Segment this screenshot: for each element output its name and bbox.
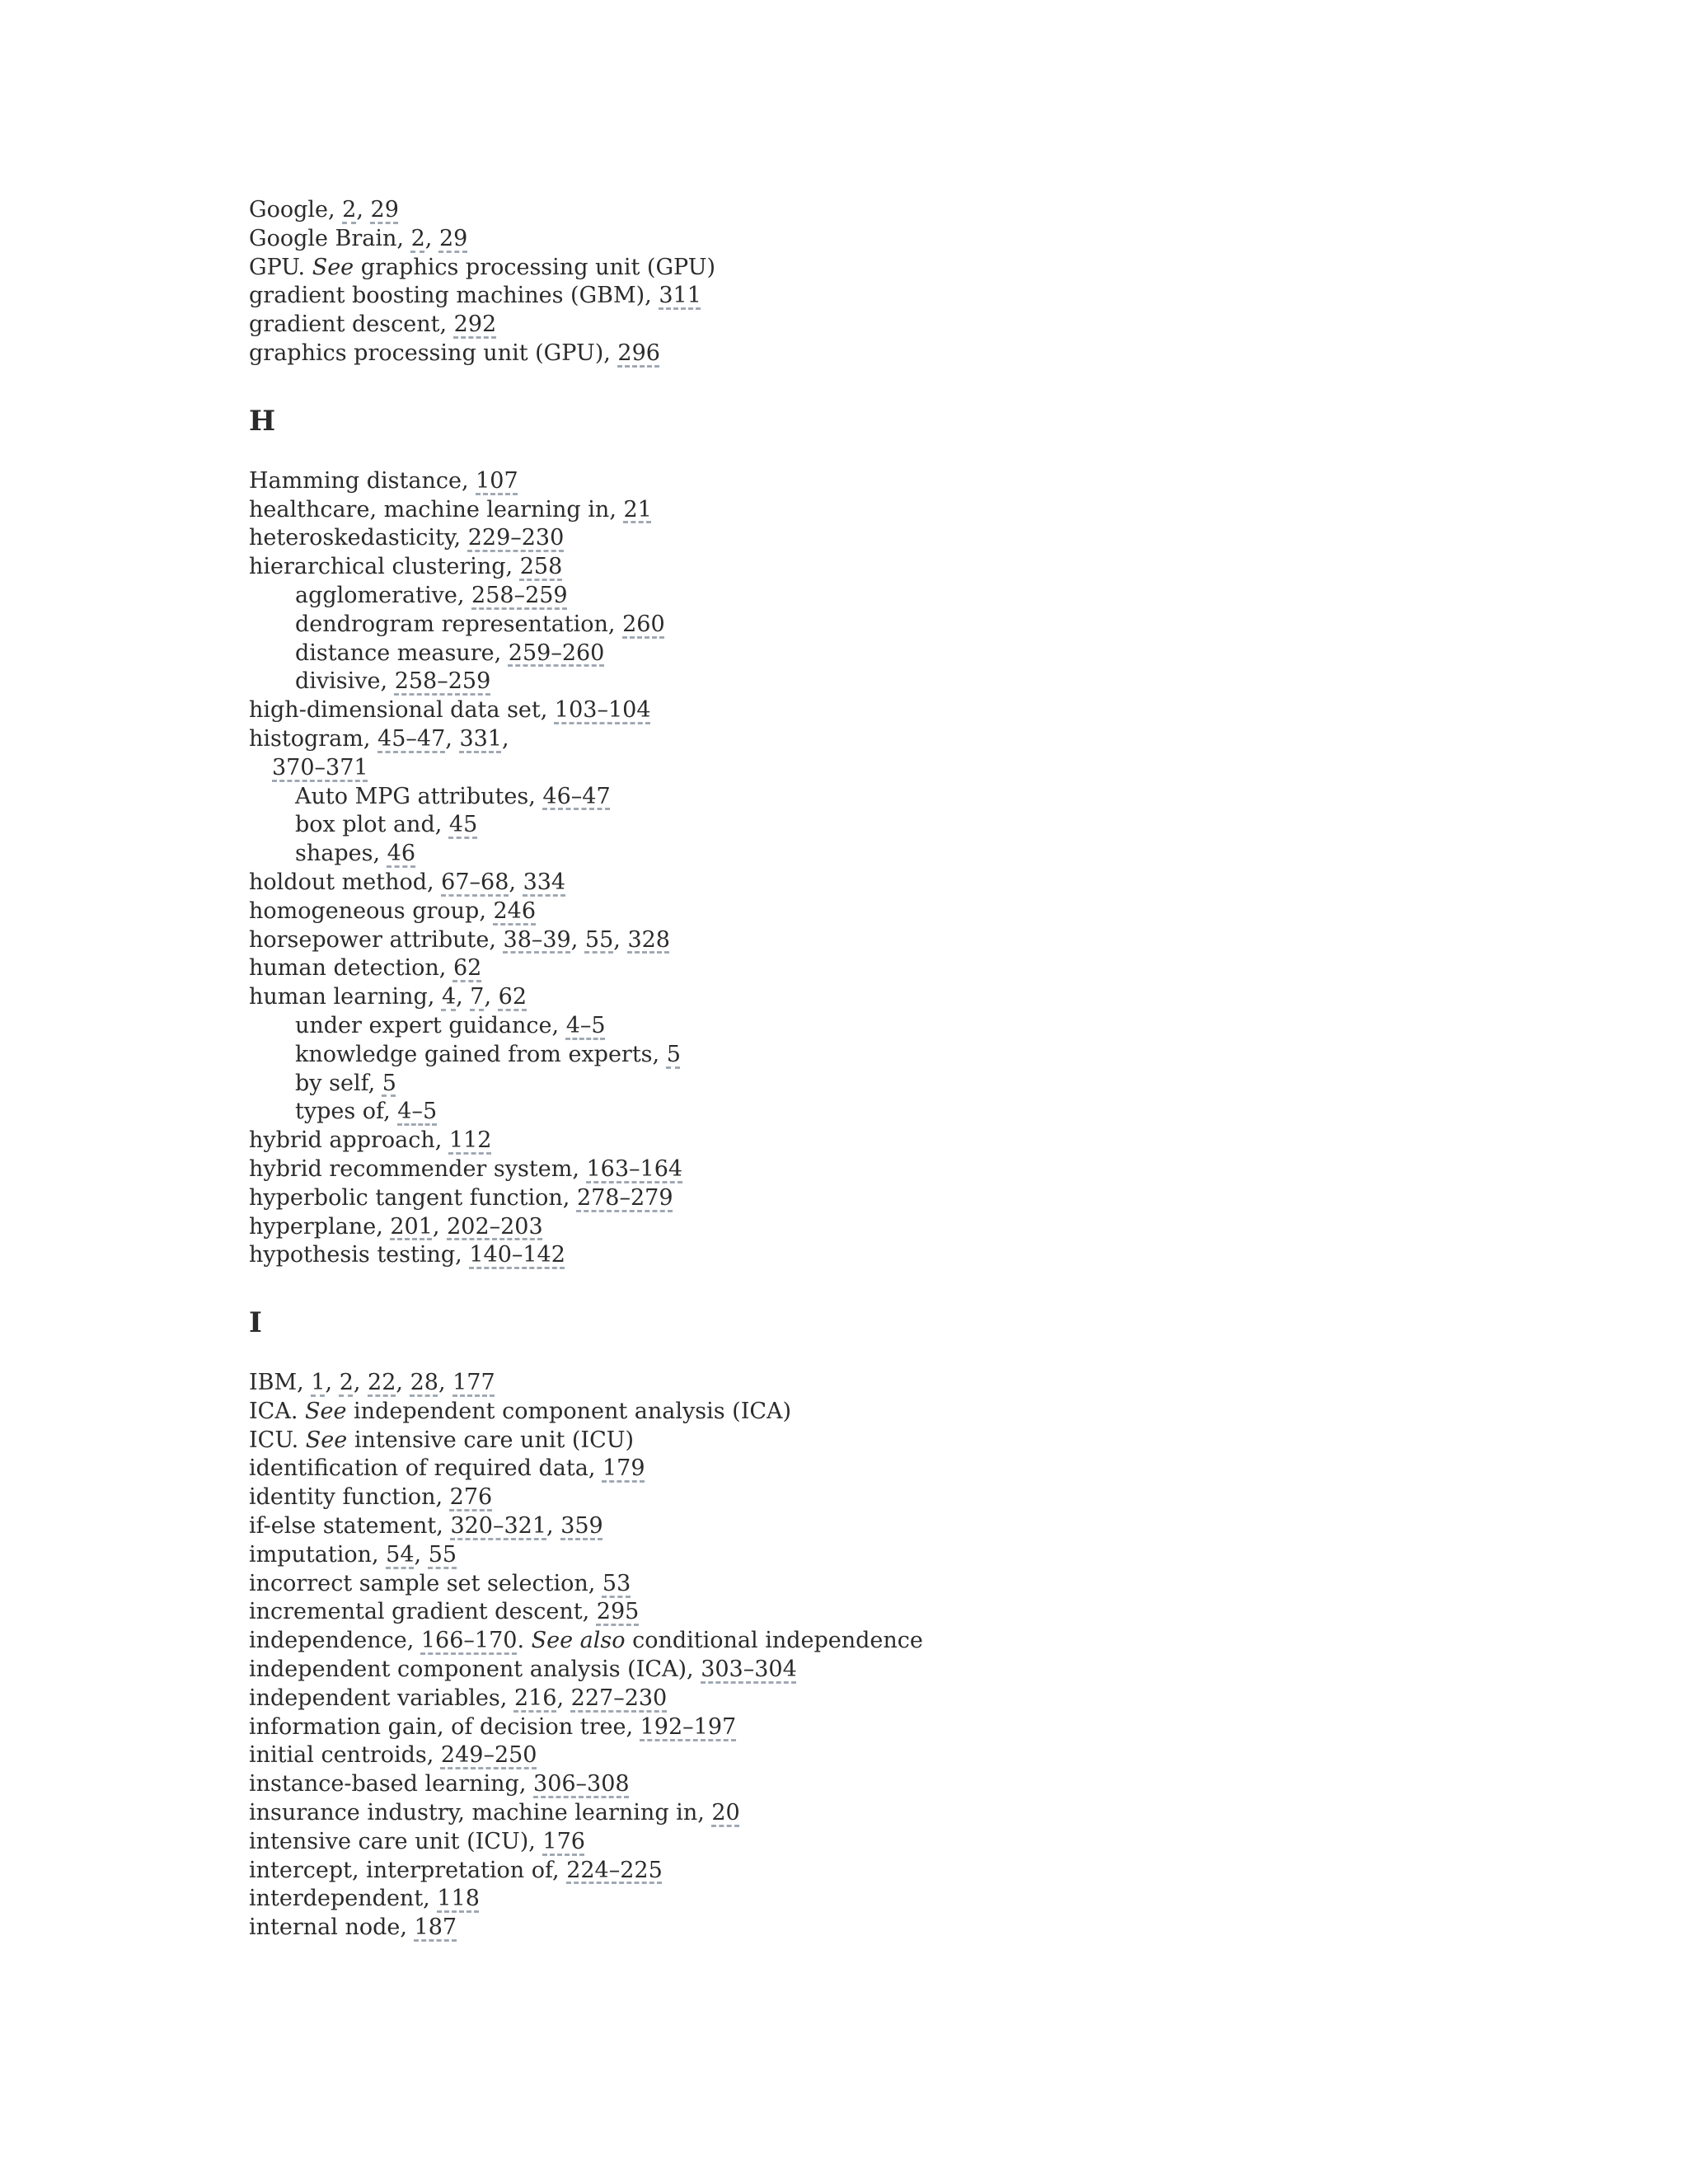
page-link[interactable]: 20	[711, 1800, 740, 1826]
page-link[interactable]: 62	[452, 955, 482, 982]
entry-text: ,	[484, 984, 499, 1010]
entry-text: hybrid recommender system,	[249, 1155, 587, 1182]
page-link[interactable]: 38–39	[503, 926, 571, 953]
index-entry	[249, 340, 1650, 368]
page-link[interactable]: 259–260	[508, 640, 605, 666]
page-link[interactable]: 4	[441, 984, 457, 1010]
entry-text: shapes,	[295, 841, 387, 867]
entry-text: heteroskedasticity,	[249, 525, 468, 551]
entry-text: hyperplane,	[249, 1213, 391, 1240]
index-entry	[249, 1799, 1650, 1828]
page-link[interactable]: 229–230	[467, 525, 565, 551]
index-entry	[249, 1512, 1650, 1541]
entry-text: human detection,	[249, 955, 453, 982]
entry-text: IBM,	[249, 1370, 312, 1396]
entry-text: independent component analysis (ICA)	[346, 1398, 792, 1424]
entry-text: human learning,	[249, 984, 442, 1010]
index-group	[249, 1270, 1650, 1943]
page-link[interactable]: 276	[449, 1484, 493, 1511]
entry-text: ICA.	[249, 1398, 305, 1424]
page-link[interactable]: 176	[542, 1828, 585, 1854]
page-link[interactable]: 107	[476, 467, 518, 494]
page-link[interactable]: 246	[493, 898, 537, 924]
page-link[interactable]: 45–47	[377, 725, 446, 752]
page-link[interactable]: 260	[622, 611, 665, 637]
page-link[interactable]: 296	[617, 340, 660, 366]
page-link[interactable]: 306–308	[533, 1771, 630, 1797]
page-link[interactable]: 112	[448, 1127, 492, 1154]
index-group	[249, 368, 1650, 1270]
entry-text: intercept, interpretation of,	[249, 1857, 567, 1883]
page-link[interactable]: 202–203	[447, 1213, 543, 1240]
entry-text: hybrid approach,	[249, 1127, 449, 1154]
entry-text: ,	[501, 725, 509, 752]
index-entry	[249, 696, 1650, 725]
index-entry	[249, 1483, 1650, 1512]
index-entry	[249, 1398, 1650, 1427]
entry-text: Google Brain,	[249, 225, 411, 251]
entry-text: ,	[456, 984, 471, 1010]
page-link[interactable]: 46	[387, 841, 415, 867]
page-link[interactable]: 5	[666, 1041, 681, 1067]
index-entry	[249, 1369, 1650, 1398]
entry-text: ,	[556, 1685, 571, 1711]
index-entry	[249, 553, 1650, 582]
entry-text: ICU.	[249, 1427, 306, 1453]
index-entry	[249, 1541, 1650, 1570]
page-link[interactable]: 21	[623, 496, 652, 523]
entry-text: distance measure,	[295, 640, 509, 666]
entry-text: Hamming distance,	[249, 467, 476, 494]
entry-text: holdout method,	[249, 869, 442, 895]
index-entry	[249, 1713, 1650, 1742]
entry-text: homogeneous group,	[249, 898, 494, 924]
index-entry	[249, 1770, 1650, 1799]
page-link[interactable]: 295	[596, 1599, 640, 1625]
entry-text: ,	[509, 869, 523, 895]
entry-text: healthcare, machine learning in,	[249, 496, 624, 523]
page-link[interactable]: 258–259	[471, 582, 568, 608]
index-subentry	[249, 1012, 1650, 1041]
entry-text: initial centroids,	[249, 1742, 441, 1769]
page-link[interactable]: 311	[659, 283, 701, 309]
page-link[interactable]: 179	[602, 1455, 645, 1482]
index-subentry	[249, 582, 1650, 611]
entry-text: GPU.	[249, 254, 312, 280]
index-entry	[249, 725, 1650, 754]
entry-text: hierarchical clustering,	[249, 554, 520, 580]
index-entry	[249, 954, 1650, 983]
entry-text: divisive,	[295, 668, 395, 695]
entry-text: ,	[570, 926, 585, 953]
entry-text: identity function,	[249, 1484, 450, 1511]
index-entry	[249, 1656, 1650, 1685]
entry-text: ,	[546, 1513, 561, 1540]
entry-text: ,	[613, 926, 628, 953]
index-subentry	[249, 611, 1650, 640]
entry-text: gradient descent,	[249, 312, 454, 338]
index-entry	[249, 898, 1650, 926]
entry-text: agglomerative,	[295, 582, 472, 608]
page-link[interactable]: 320–321	[450, 1513, 547, 1540]
entry-text: ,	[414, 1541, 429, 1568]
entry-text: imputation,	[249, 1541, 387, 1568]
index-subentry	[249, 840, 1650, 869]
entry-text: graphics processing unit (GPU)	[354, 254, 715, 280]
index-entry	[249, 1598, 1650, 1627]
page-link[interactable]: 29	[370, 197, 399, 223]
index-entry	[249, 754, 1650, 783]
index-entry	[249, 282, 1650, 311]
page-link[interactable]: 28	[410, 1370, 438, 1396]
section-letter-heading: I	[249, 1306, 262, 1340]
entry-text: incremental gradient descent,	[249, 1599, 597, 1625]
index-entry	[249, 196, 1650, 225]
page-link[interactable]: 118	[437, 1886, 480, 1912]
index-entry	[249, 225, 1650, 254]
page-link[interactable]: 227–230	[570, 1685, 668, 1711]
page-link[interactable]: 46–47	[542, 783, 611, 809]
page-link[interactable]: 54	[386, 1541, 415, 1568]
page-link[interactable]: 55	[584, 926, 614, 953]
index-entry	[249, 1570, 1650, 1599]
index-subentry	[249, 811, 1650, 840]
page-link[interactable]: 224–225	[566, 1857, 663, 1883]
page-link[interactable]: 370–371	[272, 754, 368, 780]
index-group	[249, 196, 1650, 368]
entry-text: intensive care unit (ICU),	[249, 1828, 543, 1854]
page-link[interactable]: 67–68	[441, 869, 509, 895]
index-entry	[249, 1627, 1650, 1656]
entry-text: insurance industry, machine learning in,	[249, 1800, 712, 1826]
page-link[interactable]: 2	[342, 197, 357, 223]
entry-text: ,	[438, 1370, 453, 1396]
entry-text: gradient boosting machines (GBM),	[249, 283, 659, 309]
index-entry	[249, 1828, 1650, 1857]
index-subentry	[249, 1041, 1650, 1070]
page-link[interactable]: 258–259	[394, 668, 491, 695]
entry-text: interdependent,	[249, 1886, 438, 1912]
index-entry	[249, 254, 1650, 283]
page-link[interactable]: 216	[513, 1685, 557, 1711]
index-subentry	[249, 668, 1650, 696]
page-link[interactable]: 278–279	[576, 1184, 673, 1211]
page-link[interactable]: 163–164	[586, 1155, 683, 1182]
entry-text: identification of required data,	[249, 1455, 603, 1482]
page-link[interactable]: 192–197	[640, 1713, 737, 1740]
page-link[interactable]: 166–170	[420, 1628, 518, 1654]
entry-text: ,	[432, 1213, 448, 1240]
index-page	[249, 196, 1650, 1943]
page-link[interactable]: 7	[470, 984, 485, 1010]
entry-text: box plot and,	[295, 812, 449, 838]
entry-text: ,	[356, 197, 371, 223]
index-entry	[249, 1127, 1650, 1155]
index-entry	[249, 1155, 1650, 1184]
index-entry	[249, 1914, 1650, 1943]
entry-text: Google,	[249, 197, 343, 223]
page-link[interactable]: 334	[523, 869, 566, 895]
page-link[interactable]: 292	[453, 312, 497, 338]
see-reference: See	[305, 1427, 348, 1453]
entry-text: knowledge gained from experts,	[295, 1041, 667, 1067]
index-entry	[249, 1455, 1650, 1483]
index-entry	[249, 1427, 1650, 1455]
page-link[interactable]: 140–142	[469, 1242, 565, 1268]
entry-text: by self,	[295, 1070, 382, 1096]
index-entry	[249, 467, 1650, 496]
entry-text: graphics processing unit (GPU),	[249, 340, 618, 366]
page-link[interactable]: 103–104	[554, 697, 651, 724]
page-link[interactable]: 4–5	[565, 1012, 606, 1038]
entry-text: instance-based learning,	[249, 1771, 534, 1797]
entry-text: ,	[424, 225, 439, 251]
index-entry	[249, 1685, 1650, 1713]
entry-text: under expert guidance,	[295, 1012, 566, 1038]
page-link[interactable]: 29	[438, 225, 468, 251]
index-entry	[249, 524, 1650, 553]
entry-text: ,	[396, 1370, 410, 1396]
index-subentry	[249, 1070, 1650, 1099]
index-entry	[249, 1213, 1650, 1242]
entry-text: incorrect sample set selection,	[249, 1570, 603, 1596]
see-reference: See also	[531, 1628, 626, 1654]
entry-text: hyperbolic tangent function,	[249, 1184, 577, 1211]
index-entry	[249, 1741, 1650, 1770]
entry-text: ,	[445, 725, 460, 752]
page-link[interactable]: 201	[390, 1213, 433, 1240]
entry-text: independent variables,	[249, 1685, 514, 1711]
page-link[interactable]: 331	[459, 725, 502, 752]
entry-text: high-dimensional data set,	[249, 697, 555, 724]
page-link[interactable]: 187	[414, 1915, 457, 1941]
page-link[interactable]: 45	[448, 812, 478, 838]
page-link[interactable]: 4–5	[397, 1099, 438, 1125]
entry-text: independent component analysis (ICA),	[249, 1657, 701, 1683]
page-link[interactable]: 62	[498, 984, 528, 1010]
index-subentry	[249, 783, 1650, 812]
entry-text: histogram,	[249, 725, 378, 752]
page-link[interactable]: 2	[410, 225, 425, 251]
index-entry	[249, 1241, 1650, 1270]
page-link[interactable]: 1	[311, 1370, 326, 1396]
entry-text: dendrogram representation,	[295, 611, 623, 637]
section-letter-heading: H	[249, 404, 276, 438]
page-link[interactable]: 258	[519, 554, 563, 580]
page-link[interactable]: 2	[339, 1370, 354, 1396]
page-link[interactable]: 177	[452, 1370, 495, 1396]
index-entry	[249, 1885, 1650, 1914]
page-link[interactable]: 22	[368, 1370, 396, 1396]
entry-text: conditional independence	[625, 1628, 923, 1654]
entry-text: intensive care unit (ICU)	[347, 1427, 635, 1453]
entry-text: types of,	[295, 1099, 398, 1125]
page-link[interactable]: 249–250	[440, 1742, 537, 1769]
page-link[interactable]: 53	[602, 1570, 631, 1596]
page-link[interactable]: 303–304	[701, 1657, 797, 1683]
index-entry	[249, 311, 1650, 340]
index-entry	[249, 496, 1650, 525]
index-entry	[249, 869, 1650, 898]
index-entry	[249, 1184, 1650, 1213]
entry-text: ,	[325, 1370, 340, 1396]
entry-text: independence,	[249, 1628, 421, 1654]
entry-text: ,	[353, 1370, 368, 1396]
page-link[interactable]: 5	[382, 1070, 396, 1096]
page-link[interactable]: 359	[560, 1513, 603, 1540]
entry-text: if-else statement,	[249, 1513, 451, 1540]
page-link[interactable]: 328	[627, 926, 670, 953]
entry-text: hypothesis testing,	[249, 1242, 470, 1268]
index-entry	[249, 983, 1650, 1012]
index-subentry	[249, 1098, 1650, 1127]
entry-text: Auto MPG attributes,	[295, 783, 543, 809]
see-reference: See	[305, 1398, 347, 1424]
entry-text: .	[517, 1628, 532, 1654]
index-subentry	[249, 640, 1650, 668]
page-link[interactable]: 55	[428, 1541, 457, 1568]
entry-text: internal node,	[249, 1915, 415, 1941]
index-entry	[249, 1857, 1650, 1886]
see-reference: See	[312, 254, 354, 280]
index-entry	[249, 926, 1650, 955]
entry-text: information gain, of decision tree,	[249, 1713, 640, 1740]
entry-text: horsepower attribute,	[249, 926, 504, 953]
